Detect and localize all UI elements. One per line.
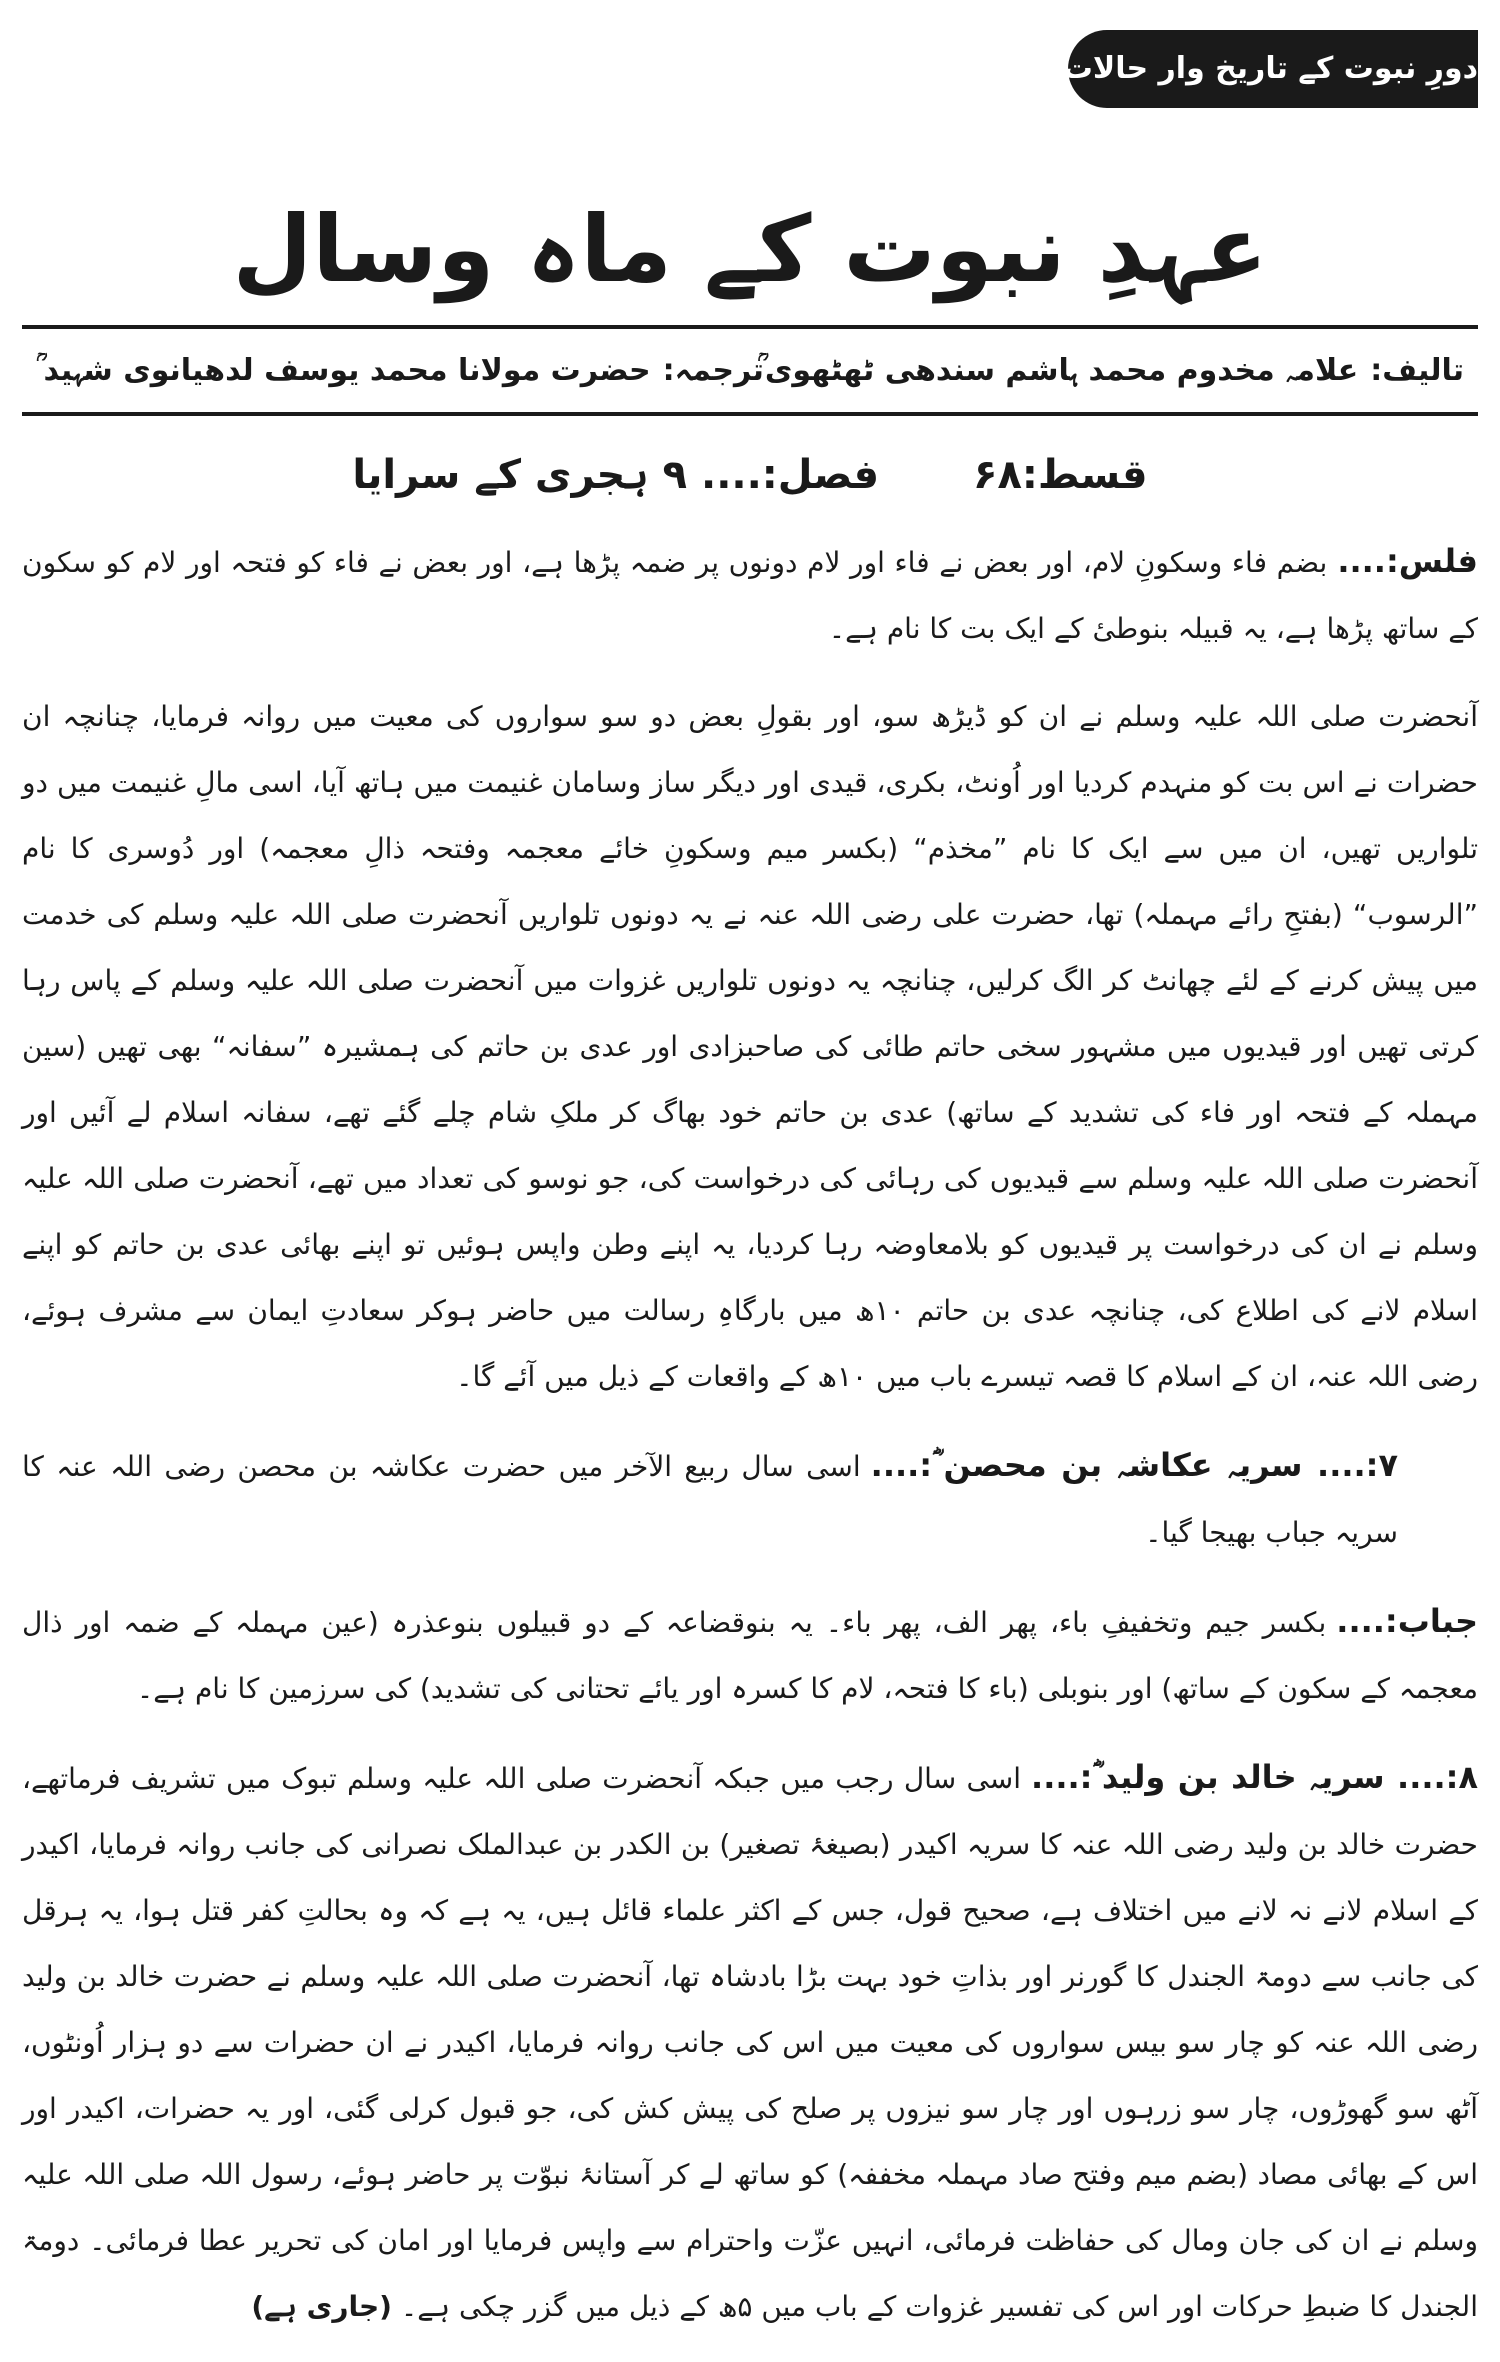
installment-number: قسط:۶۸ — [973, 452, 1148, 498]
paragraph-text: بکسر جیم وتخفیفِ باء، پھر الف، پھر باء۔ یہ بنوقضاعہ کے دو قبیلوں بنوعذرہ (عین مہملہ کے ضمہ اور ذال معجمہ کے سکون کے ساتھ) اور بنوبلی (باء کا فتحہ، لام کا کسرہ اور یائے تحتانی کی تشدید) کی سرزمین کا نام ہے۔ — [22, 1606, 1478, 1705]
paragraph-text: اسی سال ربیع الآخر میں حضرت عکاشہ بن محصن رضی اللہ عنہ کا سریہ جباب بھیجا گیا۔ — [22, 1450, 1398, 1549]
author-credit — [757, 330, 1464, 412]
translator-credit — [36, 330, 764, 412]
translator-name: حضرت مولانا محمد یوسف لدھیانوی شہید ؒ — [36, 353, 651, 388]
paragraph-term: ۸:.... سریہ خالد بن ولید ؓ:.... — [1031, 1758, 1478, 1796]
paragraph-fals — [22, 528, 1478, 662]
paragraph-sariya-khalid — [22, 1744, 1478, 2340]
paragraph-text: آنحضرت صلی اللہ علیہ وسلم نے ان کو ڈیڑھ سو، اور بقولِ بعض دو سو سواروں کی معیت میں روانہ فرمایا، چنانچہ ان حضرات نے اس بت کو منہدم کردیا اور اُونٹ، بکری، قیدی اور دیگر ساز وسامان غنیمت میں ہاتھ آیا، اسی مالِ غنیمت میں دو تلواریں تھیں، ان میں سے ایک کا نام ”مخذم“ (بکسر میم وسکونِ خائے معجمہ وفتحہ ذالِ معجمہ) اور دُوسری کا نام ”الرسوب“ (بفتحِ رائے مہملہ) تھا، حضرت علی رضی اللہ عنہ نے یہ دونوں تلواریں آنحضرت صلی اللہ علیہ وسلم کی خدمت میں پیش کرنے کے لئے چھانٹ کر الگ کرلیں، چنانچہ یہ دونوں تلواریں غزوات میں آنحضرت صلی اللہ علیہ وسلم کے پاس رہا کرتی تھیں اور قیدیوں میں مشہور سخی حاتم طائی کی صاحبزادی اور عدی بن حاتم کی ہمشیرہ ”سفانہ“ بھی تھیں (سین مہملہ کے فتحہ اور فاء کی تشدید کے ساتھ) عدی بن حاتم خود بھاگ کر ملکِ شام چلے گئے تھے، سفانہ اسلام لے آئیں اور آنحضرت صلی اللہ علیہ وسلم سے قیدیوں کی رہائی کی درخواست کی، جو نوسو کی تعداد میں تھے، آنحضرت صلی اللہ علیہ وسلم نے ان کی درخواست پر قیدیوں کو بلامعاوضہ رہا کردیا، یہ اپنے وطن واپس ہوئیں تو اپنے بھائی عدی بن حاتم کو اپنے اسلام لانے کی اطلاع کی، چنانچہ عدی بن حاتم ۱۰ھ میں بارگاہِ رسالت میں حاضر ہوکر سعادتِ ایمان سے مشرف ہوئے، رضی اللہ عنہ، ان کے اسلام کا قصہ تیسرے باب میں ۱۰ھ کے واقعات کے ذیل میں آئے گا۔ — [22, 700, 1479, 1393]
credits-bar — [22, 330, 1478, 412]
chapter-heading: فصل:.... ۹ ہجری کے سرایا — [352, 452, 880, 498]
translator-label: ترجمہ: — [662, 353, 764, 388]
paragraph-term: جباب:.... — [1336, 1602, 1478, 1640]
author-name: علامہ مخدوم محمد ہاشم سندھی ٹھٹھوی ؒ — [757, 353, 1359, 388]
paragraph-narrative — [22, 684, 1478, 1410]
paragraph-text: بضم فاء وسکونِ لام، اور بعض نے فاء اور لام دونوں پر ضمہ پڑھا ہے، اور بعض نے فاء کو فتحہ اور لام کو سکون کے ساتھ پڑھا ہے، یہ قبیلہ بنوطیٔ کے ایک بت کا نام ہے۔ — [22, 546, 1478, 645]
author-label: تالیف: — [1370, 353, 1464, 388]
paragraph-term: ۷:.... سریہ عکاشہ بن محصن ؓ:.... — [870, 1446, 1398, 1484]
series-tab: دورِ نبوت کے تاریخ وار حالات وواقعات — [1068, 30, 1478, 108]
episode-heading — [0, 440, 1500, 510]
credits-top-rule — [22, 325, 1478, 329]
page-title: عہدِ نبوت کے ماہ وسال — [232, 196, 1268, 303]
credits-bottom-rule — [22, 412, 1478, 416]
continued-note: (جاری ہے) — [251, 2290, 392, 2323]
paragraph-sariya-ukasha — [22, 1432, 1478, 1566]
paragraph-term: فلس:.... — [1337, 542, 1478, 580]
article-body — [22, 528, 1478, 2362]
paragraph-text: اسی سال رجب میں جبکہ آنحضرت صلی اللہ علیہ وسلم تبوک میں تشریف فرماتھے، حضرت خالد بن ولید رضی اللہ عنہ کا سریہ اکیدر (بصیغۂ تصغیر) بن الکدر بن عبدالملک نصرانی کی جانب روانہ فرمایا، اکیدر کے اسلام لانے نہ لانے میں اختلاف ہے، صحیح قول، جس کے اکثر علماء قائل ہیں، یہ ہے کہ وہ بحالتِ کفر قتل ہوا، یہ ہرقل کی جانب سے دومۃ الجندل کا گورنر اور بذاتِ خود بہت بڑا بادشاہ تھا، آنحضرت صلی اللہ علیہ وسلم نے حضرت خالد بن ولید رضی اللہ عنہ کو چار سو بیس سواروں کی معیت میں اس کی جانب روانہ فرمایا، اکیدر نے ان حضرات سے دو ہزار اُونٹوں، آٹھ سو گھوڑوں، چار سو زرہوں اور چار سو نیزوں پر صلح کی پیش کش کی، جو قبول کرلی گئی، اور یہ حضرات، اکیدر اور اس کے بھائی مصاد (بضم میم وفتح صاد مہملہ مخففہ) کو ساتھ لے کر آستانۂ نبوّت پر حاضر ہوئے، رسول اللہ صلی اللہ علیہ وسلم نے ان کی جان ومال کی حفاظت فرمائی، انہیں عزّت واحترام سے واپس فرمایا اور امان کی تحریر عطا فرمائی۔ دومۃ الجندل کا ضبطِ حرکات اور اس کی تفسیر غزوات کے باب میں ۵ھ کے ذیل میں گزر چکی ہے۔ — [22, 1762, 1478, 2323]
paragraph-jubab — [22, 1588, 1478, 1722]
